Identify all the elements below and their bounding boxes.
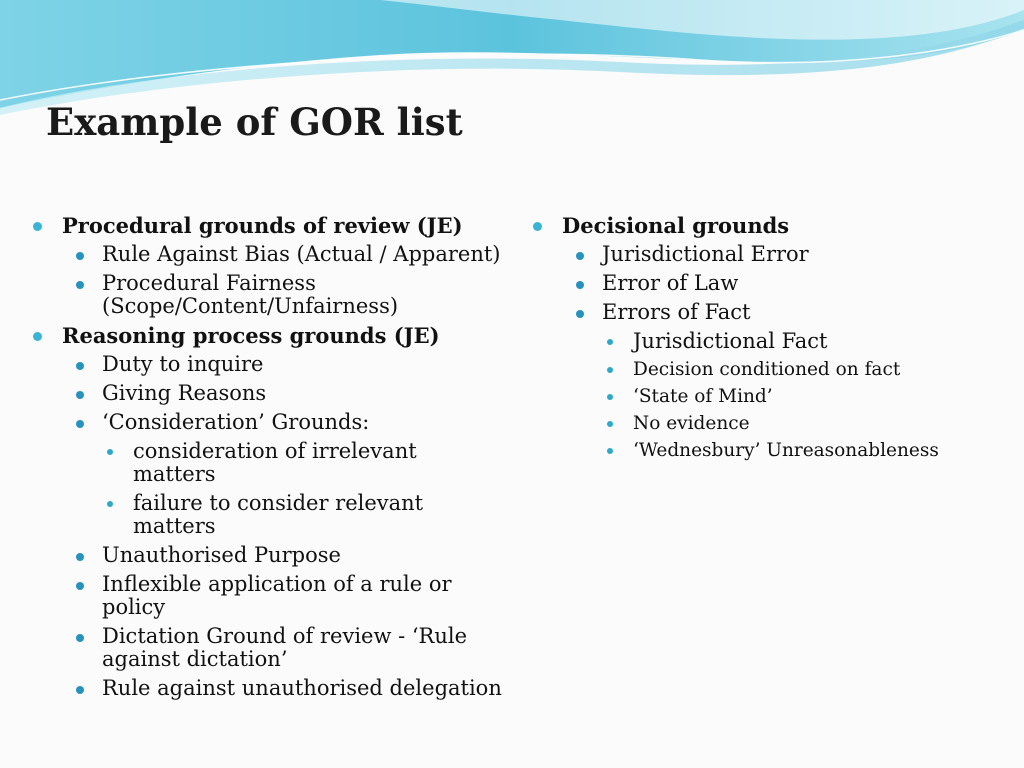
bullet-icon — [607, 421, 613, 427]
bullet-icon — [607, 367, 613, 373]
bullet-icon — [33, 222, 42, 231]
list-item: Inflexible application of a rule or policy — [33, 573, 503, 619]
list-item: Duty to inquire — [33, 353, 503, 376]
bullet-icon — [76, 420, 84, 428]
bullet-icon — [76, 553, 84, 561]
bullet-icon — [576, 252, 584, 260]
bullet-icon — [107, 449, 113, 455]
list-item: Error of Law — [533, 272, 1013, 295]
bullet-icon — [107, 501, 113, 507]
list-item: No evidence — [533, 413, 1013, 435]
list-item: Unauthorised Purpose — [33, 544, 503, 567]
list-item: Procedural Fairness (Scope/Content/Unfairness) — [33, 272, 503, 318]
right-bullet-list — [533, 214, 1013, 462]
bullet-icon — [607, 394, 613, 400]
list-item: failure to consider relevant matters — [33, 492, 503, 538]
header-swoosh-decoration — [0, 0, 1024, 115]
bullet-icon — [33, 332, 42, 341]
bullet-icon — [76, 686, 84, 694]
list-item: ‘Consideration’ Grounds: — [33, 411, 503, 434]
bullet-icon — [76, 634, 84, 642]
list-item: ‘State of Mind’ — [533, 386, 1013, 408]
left-bullet-list — [33, 214, 503, 700]
list-item: Rule Against Bias (Actual / Apparent) — [33, 243, 503, 266]
list-item: ‘Wednesbury’ Unreasonableness — [533, 440, 1013, 462]
list-item: Jurisdictional Error — [533, 243, 1013, 266]
bullet-icon — [576, 310, 584, 318]
bullet-icon — [76, 362, 84, 370]
bullet-icon — [76, 582, 84, 590]
list-item: Reasoning process grounds (JE) — [33, 324, 503, 348]
bullet-icon — [76, 391, 84, 399]
list-item: Decision conditioned on fact — [533, 359, 1013, 381]
slide-title: Example of GOR list — [46, 100, 463, 144]
list-item: Rule against unauthorised delegation — [33, 677, 503, 700]
bullet-icon — [607, 448, 613, 454]
list-item: Decisional grounds — [533, 214, 1013, 238]
list-item: Dictation Ground of review - ‘Rule against dictation’ — [33, 625, 503, 671]
bullet-icon — [576, 281, 584, 289]
list-item: consideration of irrelevant matters — [33, 440, 503, 486]
bullet-icon — [607, 339, 613, 345]
bullet-icon — [533, 222, 542, 231]
list-item: Errors of Fact — [533, 301, 1013, 324]
list-item: Jurisdictional Fact — [533, 330, 1013, 353]
list-item: Giving Reasons — [33, 382, 503, 405]
list-item: Procedural grounds of review (JE) — [33, 214, 503, 238]
bullet-icon — [76, 281, 84, 289]
right-column — [533, 214, 1013, 467]
left-column — [33, 214, 503, 706]
bullet-icon — [76, 252, 84, 260]
